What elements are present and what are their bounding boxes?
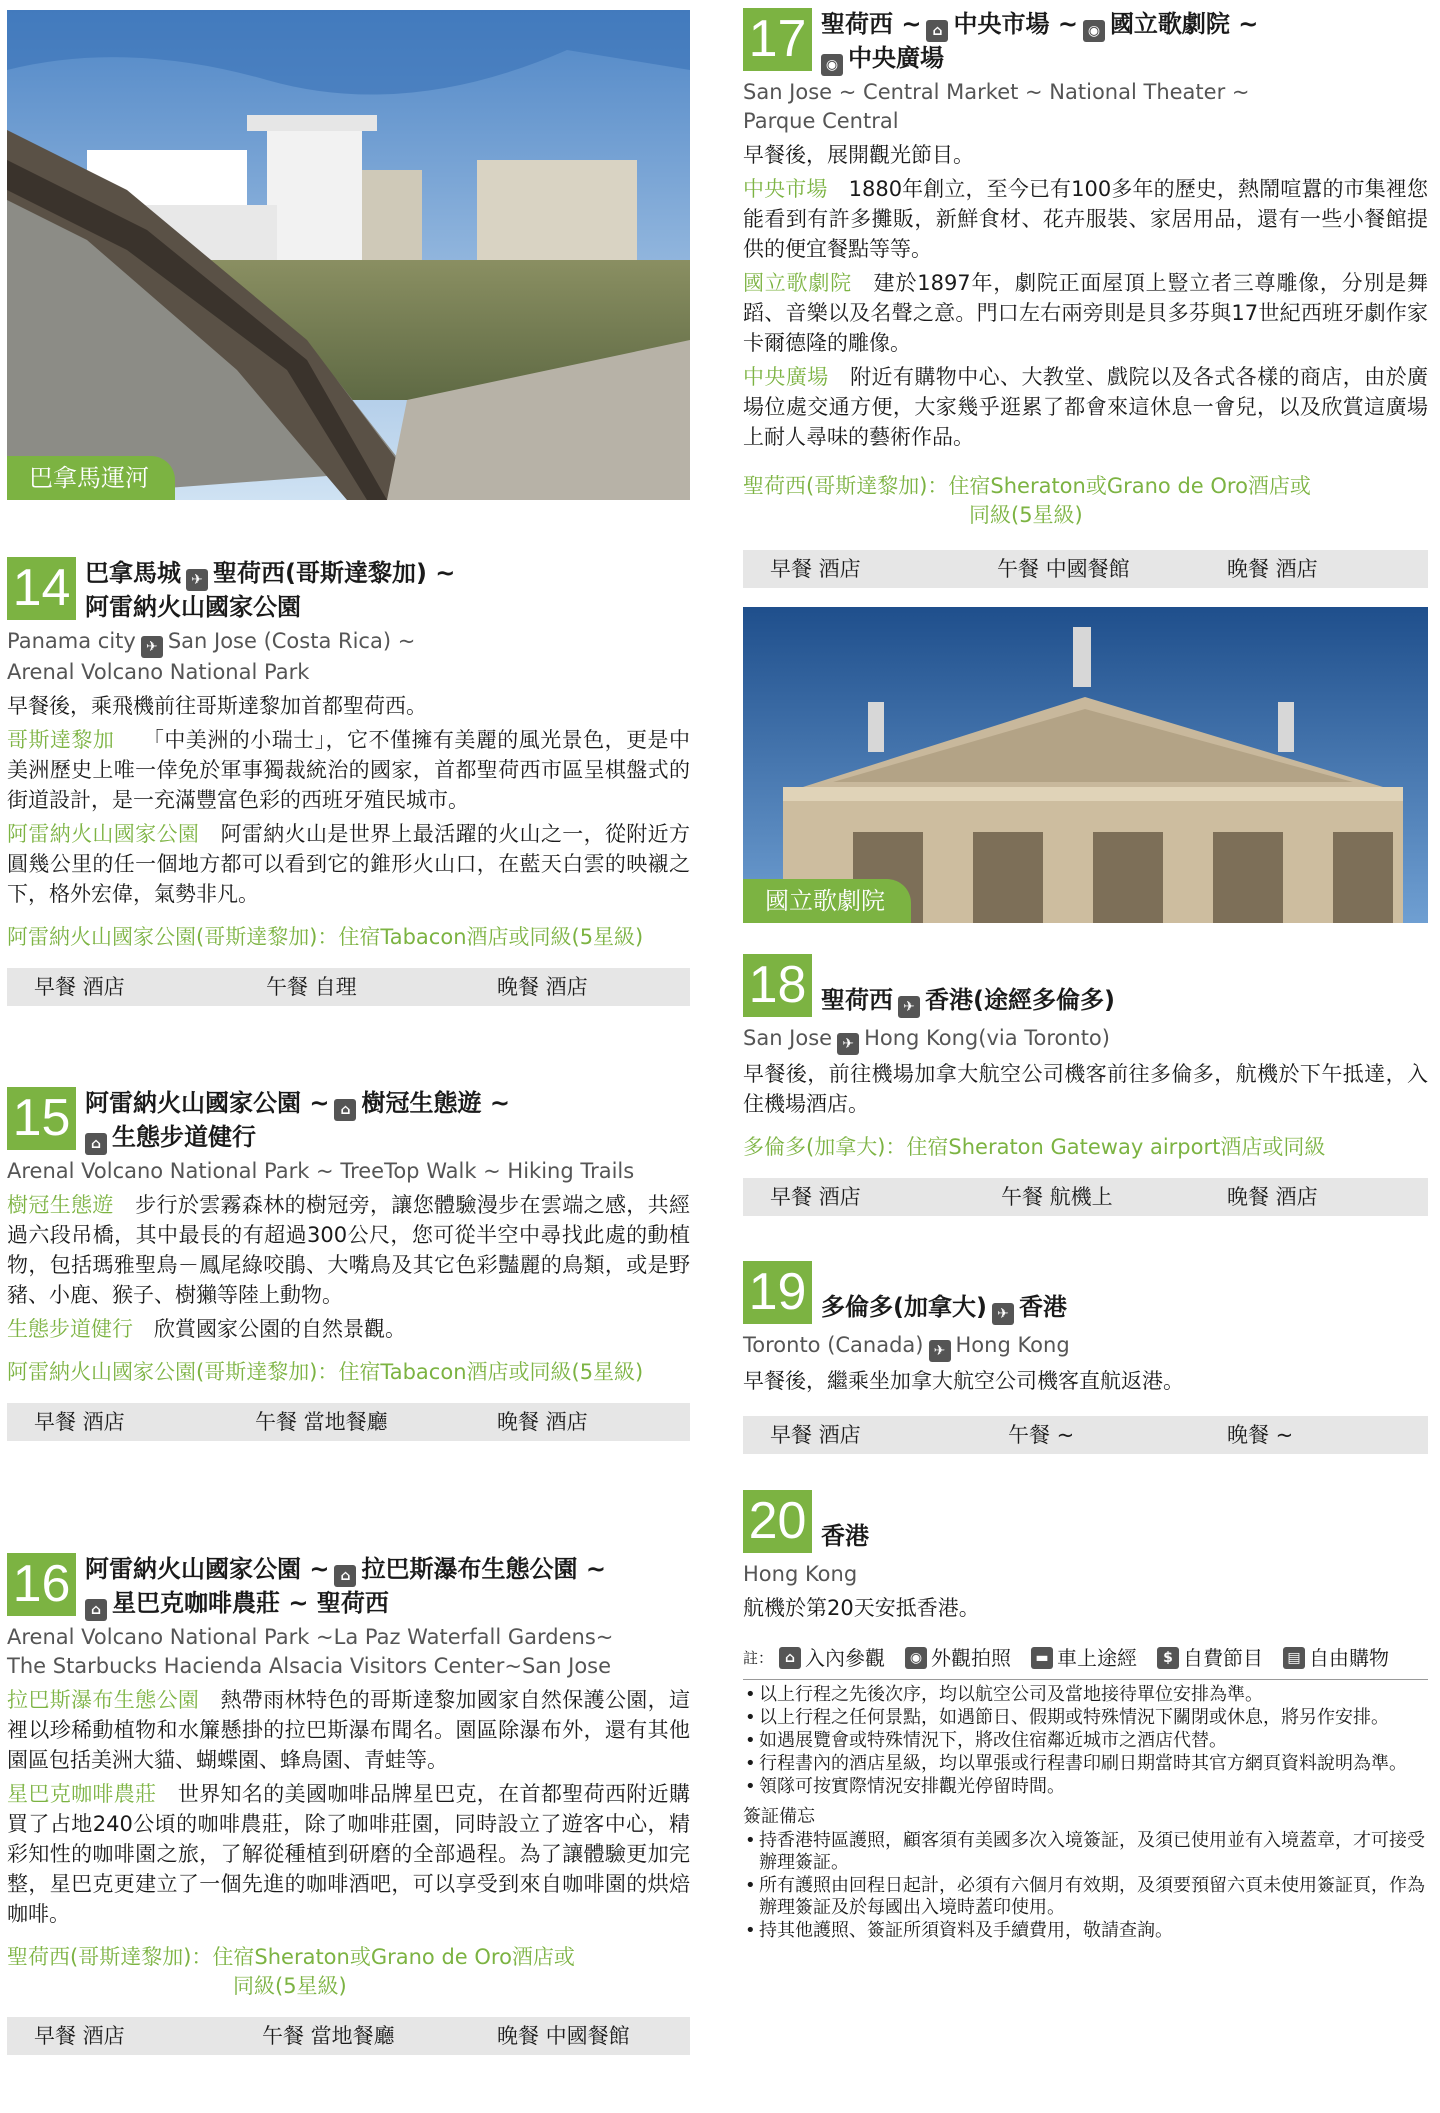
meal-bar: 早餐 酒店 午餐 當地餐廳 晚餐 中國餐館	[7, 2017, 690, 2055]
attraction-paragraph: 星巴克咖啡農莊 世界知名的美國咖啡品牌星巴克，在首都聖荷西附近購買了占地240公頃的咖啡農莊，除了咖啡莊園，同時設立了遊客中心，精彩知性的咖啡園之旅，了解從種植到研磨的全部過程。為了讓體驗更加完整，星巴克更建立了一個先進的咖啡酒吧，可以享受到來自咖啡園的烘焙咖啡。	[7, 1782, 691, 1926]
shopping-bag-icon: ▤	[1283, 1647, 1305, 1669]
day-20	[743, 1490, 1428, 1623]
day-english-title: Hong Kong	[743, 1562, 858, 1586]
meal-bar: 早餐 酒店 午餐 自理 晚餐 酒店	[7, 968, 690, 1006]
flight-icon: ✈	[929, 1340, 951, 1362]
day-intro: 早餐後，前往機場加拿大航空公司機客前往多倫多，航機於下午抵達，入住機場酒店。	[743, 1062, 1428, 1116]
flight-icon: ✈	[186, 569, 208, 591]
entry-visit-icon: ⌂	[334, 1565, 356, 1587]
day-english-title: Toronto (Canada) ✈ Hong Kong	[743, 1331, 1428, 1362]
note-item: • 如遇展覽會或特殊情況下，將改住宿鄰近城市之酒店代替。	[743, 1730, 1428, 1752]
attraction-paragraph: 中央市場 1880年創立，至今已有100多年的歷史，熱鬧喧囂的市集裡您能看到有許多攤販，新鮮食材、花卉服裝、家居用品，還有一些小餐館提供的便宜餐點等等。	[743, 177, 1429, 261]
visa-item: • 所有護照由回程日起計，必須有六個月有效期，及須要預留六頁未使用簽証頁，作為辦理簽証及於每國出入境時蓋印使用。	[743, 1875, 1428, 1919]
day-number: 14	[7, 557, 76, 620]
day-intro: 早餐後，乘飛機前往哥斯達黎加首都聖荷西。	[7, 694, 427, 718]
day-title: 阿雷納火山國家公園 ~ ⌂ 樹冠生態遊 ~ ⌂ 生態步道健行	[85, 1087, 510, 1155]
day-number: 15	[7, 1087, 76, 1150]
visa-item: • 持香港特區護照，顧客須有美國多次入境簽証，及須已使用並有入境蓋章，才可接受辦理簽証。	[743, 1830, 1428, 1874]
legend-label: 自由購物	[1309, 1646, 1390, 1670]
entry-visit-icon: ⌂	[779, 1647, 801, 1669]
flight-icon: ✈	[898, 996, 920, 1018]
day-16	[7, 1553, 690, 2055]
day-number: 20	[743, 1490, 812, 1553]
note-item: • 以上行程之任何景點，如遇節日、假期或特殊情況下關閉或休息，將另作安排。	[743, 1707, 1428, 1729]
note-item: • 以上行程之先後次序，均以航空公司及當地接待單位安排為準。	[743, 1684, 1428, 1706]
attraction-paragraph: 生態步道健行 欣賞國家公園的自然景觀。	[7, 1317, 406, 1341]
icon-legend	[743, 1647, 1428, 1669]
day-english-title: San Jose ✈ Hong Kong(via Toronto)	[743, 1024, 1428, 1055]
day-english-title: San Jose ~ Central Market ~ National Theater ~ Parque Central	[743, 80, 1250, 133]
notes-list	[743, 1679, 1428, 1942]
flight-icon: ✈	[992, 1303, 1014, 1325]
note-item: • 領隊可按實際情況安排觀光停留時間。	[743, 1776, 1428, 1798]
visa-item: • 持其他護照、簽証所須資料及手續費用，敬請查詢。	[743, 1920, 1428, 1942]
attraction-paragraph: 拉巴斯瀑布生態公園 熱帶雨林特色的哥斯達黎加國家自然保護公園，這裡以珍稀動植物和水簾懸掛的拉巴斯瀑布聞名。園區除瀑布外，還有其他園區包括美洲大貓、蝴蝶園、蜂鳥園、青蛙等。	[7, 1688, 691, 1772]
photo-caption: 巴拿馬運河	[7, 456, 175, 500]
national-theater-photo	[743, 607, 1428, 923]
day-number: 17	[743, 8, 812, 71]
entry-visit-icon: ⌂	[926, 20, 948, 42]
day-15	[7, 1087, 690, 1441]
legend-label: 自費節目	[1183, 1646, 1264, 1670]
entry-visit-icon: ⌂	[85, 1133, 107, 1155]
canal-image	[7, 10, 690, 500]
legend-label: 外觀拍照	[931, 1646, 1012, 1670]
theater-image	[743, 607, 1428, 923]
notes-section	[743, 1647, 1428, 1943]
attraction-paragraph: 阿雷納火山國家公園 阿雷納火山是世界上最活躍的火山之一，從附近方圓幾公里的任一個地方都可以看到它的錐形火山口，在藍天白雲的映襯之下，格外宏偉，氣勢非凡。	[7, 822, 691, 906]
day-18	[743, 954, 1428, 1216]
camera-icon: ◉	[821, 54, 843, 76]
meal-bar: 早餐 酒店 午餐 當地餐廳 晚餐 酒店	[7, 1403, 690, 1441]
day-english-title: Arenal Volcano National Park ~La Paz Waterfall Gardens~ The Starbucks Hacienda Alsacia Visitors Center~San Jose	[7, 1625, 614, 1678]
day-number: 19	[743, 1261, 812, 1324]
hotel-info: 阿雷納火山國家公園(哥斯達黎加)：住宿Tabacon酒店或同級(5星級)	[7, 925, 644, 949]
day-english-title: Arenal Volcano National Park ~ TreeTop Walk ~ Hiking Trails	[7, 1159, 635, 1183]
day-title: 多倫多(加拿大) ✈ 香港	[821, 1291, 1067, 1325]
entry-visit-icon: ⌂	[85, 1599, 107, 1621]
hotel-info: 阿雷納火山國家公園(哥斯達黎加)：住宿Tabacon酒店或同級(5星級)	[7, 1360, 644, 1384]
day-14	[7, 557, 690, 1006]
day-title: 香港	[821, 1522, 869, 1550]
attraction-paragraph: 中央廣場 附近有購物中心、大教堂、戲院以及各式各樣的商店，由於廣場位處交通方便，大家幾乎逛累了都會來這休息一會兒，以及欣賞這廣場上耐人尋味的藝術作品。	[743, 365, 1429, 449]
day-intro: 早餐後，展開觀光節目。	[743, 143, 974, 167]
visa-title: 簽証備忘	[743, 1806, 815, 1827]
attraction-paragraph: 哥斯達黎加 「中美洲的小瑞士」，它不僅擁有美麗的風光景色，更是中美洲歷史上唯一倖免於軍事獨裁統治的國家，首都聖荷西市區呈棋盤式的街道設計，是一充滿豐富色彩的西班牙殖民城市。	[7, 728, 690, 812]
hotel-info: 多倫多(加拿大)：住宿Sheraton Gateway airport酒店或同級	[743, 1135, 1326, 1159]
bus-icon: ▬	[1031, 1647, 1053, 1669]
hotel-info: 聖荷西(哥斯達黎加)：住宿Sheraton或Grano de Oro酒店或 同級(5星級)	[743, 474, 1311, 527]
day-intro: 早餐後，繼乘坐加拿大航空公司機客直航返港。	[743, 1369, 1184, 1393]
left-column	[7, 0, 690, 2113]
photo-caption: 國立歌劇院	[743, 879, 911, 923]
day-title: 聖荷西 ✈ 香港(途經多倫多)	[821, 984, 1115, 1018]
right-column	[743, 0, 1428, 2113]
day-english-title: Panama city ✈ San Jose (Costa Rica) ~ Arenal Volcano National Park	[7, 629, 416, 684]
note-item: • 行程書內的酒店星級，均以單張或行程書印刷日期當時其官方網頁資料說明為準。	[743, 1753, 1428, 1775]
meal-bar: 早餐 酒店 午餐 中國餐館 晚餐 酒店	[743, 550, 1428, 588]
day-number: 18	[743, 954, 812, 1017]
day-17	[743, 8, 1428, 588]
day-title: 巴拿馬城 ✈ 聖荷西(哥斯達黎加) ~ 阿雷納火山國家公園	[85, 559, 456, 621]
meal-bar: 早餐 酒店 午餐 航機上 晚餐 酒店	[743, 1178, 1428, 1216]
camera-icon: ◉	[905, 1647, 927, 1669]
legend-label: 入內參觀	[805, 1646, 886, 1670]
entry-visit-icon: ⌂	[334, 1099, 356, 1121]
flight-icon: ✈	[141, 636, 163, 658]
attraction-paragraph: 樹冠生態遊 步行於雲霧森林的樹冠旁，讓您體驗漫步在雲端之感，共經過六段吊橋，其中最長的有超過300公尺，您可從半空中尋找此處的動植物，包括瑪雅聖鳥－鳳尾綠咬鵑、大嘴鳥及其它色彩豔麗的鳥類，或是野豬、小鹿、猴子、樹獺等陸上動物。	[7, 1193, 691, 1307]
hotel-info: 聖荷西(哥斯達黎加)：住宿Sheraton或Grano de Oro酒店或 同級(5星級)	[7, 1945, 575, 1998]
flight-icon: ✈	[837, 1033, 859, 1055]
day-title: 阿雷納火山國家公園 ~ ⌂ 拉巴斯瀑布生態公園 ~ ⌂ 星巴克咖啡農莊 ~ 聖荷西	[85, 1553, 606, 1621]
day-title: 聖荷西 ~ ⌂ 中央市場 ~ ◉ 國立歌劇院 ~ ◉ 中央廣場	[821, 8, 1258, 76]
panama-canal-photo	[7, 10, 690, 500]
legend-label: 車上途經	[1057, 1646, 1138, 1670]
notes-label: 註：	[743, 1649, 774, 1667]
day-number: 16	[7, 1553, 76, 1616]
camera-icon: ◉	[1083, 20, 1105, 42]
money-icon: $	[1157, 1647, 1179, 1669]
day-intro: 航機於第20天安抵香港。	[743, 1596, 980, 1620]
attraction-paragraph: 國立歌劇院 建於1897年，劇院正面屋頂上豎立者三尊雕像，分別是舞蹈、音樂以及名聲之意。門口左右兩旁則是貝多芬與17世紀西班牙劇作家卡爾德隆的雕像。	[743, 271, 1428, 355]
meal-bar: 早餐 酒店 午餐 ~ 晚餐 ~	[743, 1416, 1428, 1454]
day-19	[743, 1261, 1428, 1454]
